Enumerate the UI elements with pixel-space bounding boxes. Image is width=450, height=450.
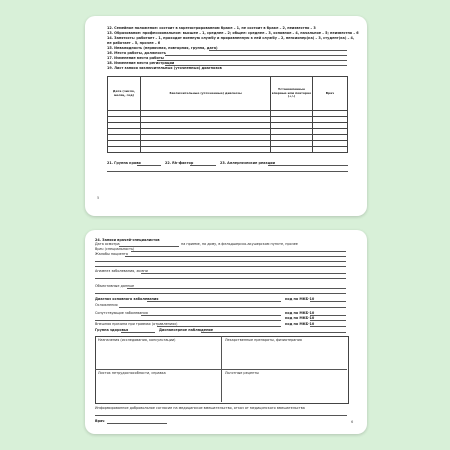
comorbidities-line-2	[95, 320, 281, 321]
rh-factor-label: 22. Rh-фактор	[165, 161, 194, 165]
comorbidities-icd-line-2	[310, 320, 346, 321]
field-main-diagnosis: Диагноз основного заболевания	[95, 297, 159, 301]
col-date-header: Дата (число, месяц, год)	[108, 77, 141, 111]
comorbidities-icd-line-1	[310, 315, 346, 316]
table-cell[interactable]	[271, 147, 313, 153]
external-cause-icd: код по МКБ-10	[285, 322, 315, 326]
field-complaints: Жалобы пациента	[95, 252, 128, 256]
consent-label: Информированное добровольное согласие на медицинское вмешательство, отказ от медицинского вмешательства	[95, 406, 305, 410]
field-exam-date: Дата осмотра	[95, 242, 120, 246]
form-page-lower	[85, 230, 367, 434]
item-marital-status: 12. Семейное положение: состоит в зарегистрированном браке – 1, не состоит в браке – 2, неизвестно – 3	[107, 26, 316, 30]
workplace-change-line	[157, 60, 347, 61]
item-disability: 15. Инвалидность (первичная, повторная, группа, дата)	[107, 46, 218, 50]
dispensary-label: Диспансерное наблюдение	[159, 328, 214, 332]
table-cell[interactable]	[141, 147, 271, 153]
complaints-line	[125, 256, 346, 257]
complaints-line-2	[95, 261, 346, 262]
col-first-header: Установленные впервые или повторно (+/-)	[271, 77, 313, 111]
visit-place: на приеме, на дому, в фельдшерско-акушерском пункте, прочее	[181, 242, 298, 246]
field-anamnesis: Анамнез заболевания, жизни	[95, 269, 148, 273]
appointments-box	[95, 336, 349, 404]
appointments-mid-line	[95, 369, 347, 370]
specialist-notes-title: 24. Записи врачей-специалистов	[95, 238, 160, 242]
objective-line	[127, 288, 346, 289]
form-page-upper	[85, 16, 367, 216]
allergic-line-2	[107, 171, 348, 172]
registration-change-line	[165, 65, 347, 66]
blood-group-line	[137, 165, 161, 166]
col-diagnosis-header: Заключительные (уточненные) диагнозы	[141, 77, 271, 111]
table-cell[interactable]	[108, 147, 141, 153]
external-cause-icd-line	[310, 326, 346, 327]
blood-group-label: 21. Группа крови	[107, 161, 141, 165]
col-doctor-header: Врач	[313, 77, 348, 111]
doctor-signature-label: Врач	[95, 419, 105, 423]
disability-line	[209, 50, 347, 51]
main-diagnosis-icd-line	[310, 301, 346, 302]
external-cause-line	[157, 326, 281, 327]
field-complications: Осложнения	[95, 303, 118, 307]
main-diagnosis-line	[147, 301, 281, 302]
item-diagnoses-sheet: 19. Лист записи заключительных (уточненных) диагнозов	[107, 66, 222, 70]
workplace-line	[165, 55, 347, 56]
item-employment: 14. Занятость: работает – 1, проходит военную службу и приравненную к ней службу – 2, пенсионер(ка) – 3, студент(ка) – 4,	[107, 36, 355, 40]
field-doctor-specialty: Врач (специальность)	[95, 247, 135, 251]
item-education: 13. Образование: профессиональное: высшее – 1, среднее – 2; общее: среднее – 3, основное – 4, начальное – 5; неизвестно – 6	[107, 31, 359, 35]
allergic-line	[268, 165, 348, 166]
page-number: 5	[97, 196, 100, 200]
drugs-label: Лекарственные препараты, физиотерапия	[225, 338, 302, 342]
rh-factor-line	[190, 165, 216, 166]
dispensary-line	[201, 332, 346, 333]
table-row	[108, 147, 348, 153]
doctor-signature-line	[107, 423, 167, 424]
comorbidities-icd-2: код по МКБ-10	[285, 316, 315, 320]
main-diagnosis-icd: код по МКБ-10	[285, 297, 315, 301]
complaints-line-3	[95, 266, 346, 267]
health-group-line	[121, 332, 155, 333]
item-workplace: 16. Место работы, должность	[107, 51, 166, 55]
page-number: 6	[351, 420, 354, 424]
objective-line-2	[95, 293, 346, 294]
diagnoses-table	[107, 76, 348, 153]
doctor-specialty-line	[131, 251, 346, 252]
sick-leave-label: Листок нетрудоспособности, справка	[98, 371, 166, 375]
comorbidities-line	[141, 315, 281, 316]
prescriptions-label: Льготные рецепты	[225, 371, 259, 375]
anamnesis-line-2	[95, 278, 346, 279]
item-registration-change: 18. Изменение места регистрации	[107, 61, 175, 65]
complications-line	[119, 307, 346, 308]
comorbidities-icd-1: код по МКБ-10	[285, 311, 315, 315]
field-objective: Объективные данные	[95, 284, 135, 288]
anamnesis-line	[141, 273, 346, 274]
field-external-cause: Внешняя причина при травмах (отравлениях)	[95, 322, 178, 326]
exams-label: Назначения (исследования, консультации)	[98, 338, 176, 342]
item-workplace-change: 17. Изменение места работы	[107, 56, 164, 60]
field-comorbidities: Сопутствующие заболевания	[95, 311, 148, 315]
allergic-label: 23. Аллергические реакции	[220, 161, 276, 165]
item-employment-cont: не работает – 5, прочее – 6	[107, 41, 161, 45]
table-cell[interactable]	[313, 147, 348, 153]
field-health-group: Группа здоровья	[95, 328, 129, 332]
consent-line	[95, 415, 347, 416]
